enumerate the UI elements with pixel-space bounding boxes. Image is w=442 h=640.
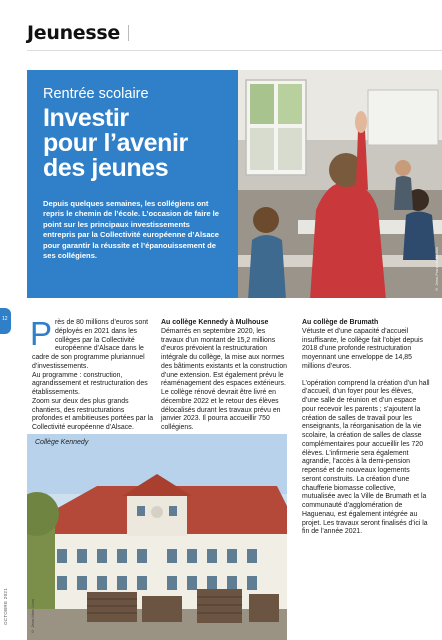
header-rule [27,50,442,51]
dropcap: P [30,315,53,352]
classroom-photo [238,70,442,298]
headline-line-3: des jeunes [43,154,169,182]
intro-paragraph-3: Zoom sur deux des plus grands chantiers, des restructurations profondes et ambitieuses portées par la Collectivité européenne d’Alsace. [32,397,154,431]
headline-line-1: Investir [43,104,129,132]
brumath-paragraph-2: L’opération comprend la création d’un hall d’accueil, d’un foyer pour les élèves, d’une salle de réunion et d’un espace pour recevoir les parents ; s’ajoutent la création de salles de travail pour les enseignants, la réorganisation de la vie scolaire, la création de salles de classe complémentaires pour accueillir les 720 élèves. L’infirmerie sera également agrandie, l’accès à la demi-pension repensé et de nouveaux logements seront construits. La création d’une chaufferie biomasse collective, mutualisée avec la Ville de Brumath et la communauté d’agglomération de Haguenau, est également intégrée au projet. Les travaux seront finalisés d’ici la fin de l’année 2021. [302,379,430,536]
intro-paragraph [30,315,154,372]
page-header [27,20,129,46]
hero-box [27,70,238,298]
headline-line-2: pour l’avenir [43,129,188,157]
section-title: Jeunesse [27,22,120,44]
kennedy-paragraph: Démarrés en septembre 2020, les travaux d’un montant de 15,2 millions d’euros prévoient la restructuration intégrale du collège, la mise aux normes des bâtiments existants et la construction d’une extension. Est également prévu le réaménagement des espaces extérieurs. Le collège rénové devrait être livré en décembre 2022 et le retour des élèves délocalisés durant les travaux prévu en janvier 2023. Il pourra accueillir 750 collégiens. [161,327,288,431]
brumath-paragraph-1: Vétuste et d’une capacité d’accueil insuffisante, le collège fait l’objet depuis 2018 d’une profonde restructuration moyennant une enveloppe de 14,85 millions d’euros. [302,327,423,370]
column-intro [30,315,154,433]
issue-date: OCTOBRE 2021 [3,588,8,626]
college-photo-caption: Collège Kennedy [35,439,89,446]
column-kennedy [161,319,287,433]
classroom-photo-credit: © Jean-François Badias [434,247,439,292]
college-photo [27,434,287,640]
intro-paragraph-2: Au programme : construction, agrandissement et restructuration des établissements. [32,371,148,396]
page-number: 12 [2,316,8,322]
chapo: Depuis quelques semaines, les collégiens ont repris le chemin de l’école. L’occasion de faire le point sur les principaux investissements entrepris par la Collectivité européenne d’Alsace pour garantir la réussite et l’épanouissement de ses collégiens. [43,199,219,261]
college-illustration [27,434,287,640]
classroom-illustration [238,70,442,298]
college-photo-credit: © Jean-Marc Loos [30,599,35,634]
intro-text: rès de 80 millions d’euros sont déployés en 2021 dans les collèges par la Collectivité européenne d’Alsace dans le cadre de son programme pluriannuel d’investissements. [32,319,149,370]
headline [43,106,224,181]
kennedy-subtitle: Au collège Kennedy à Mulhouse [161,319,269,326]
header-divider [128,25,129,41]
brumath-subtitle: Au collège de Brumath [302,319,379,326]
column-brumath [302,319,430,537]
kicker: Rentrée scolaire [43,86,149,102]
